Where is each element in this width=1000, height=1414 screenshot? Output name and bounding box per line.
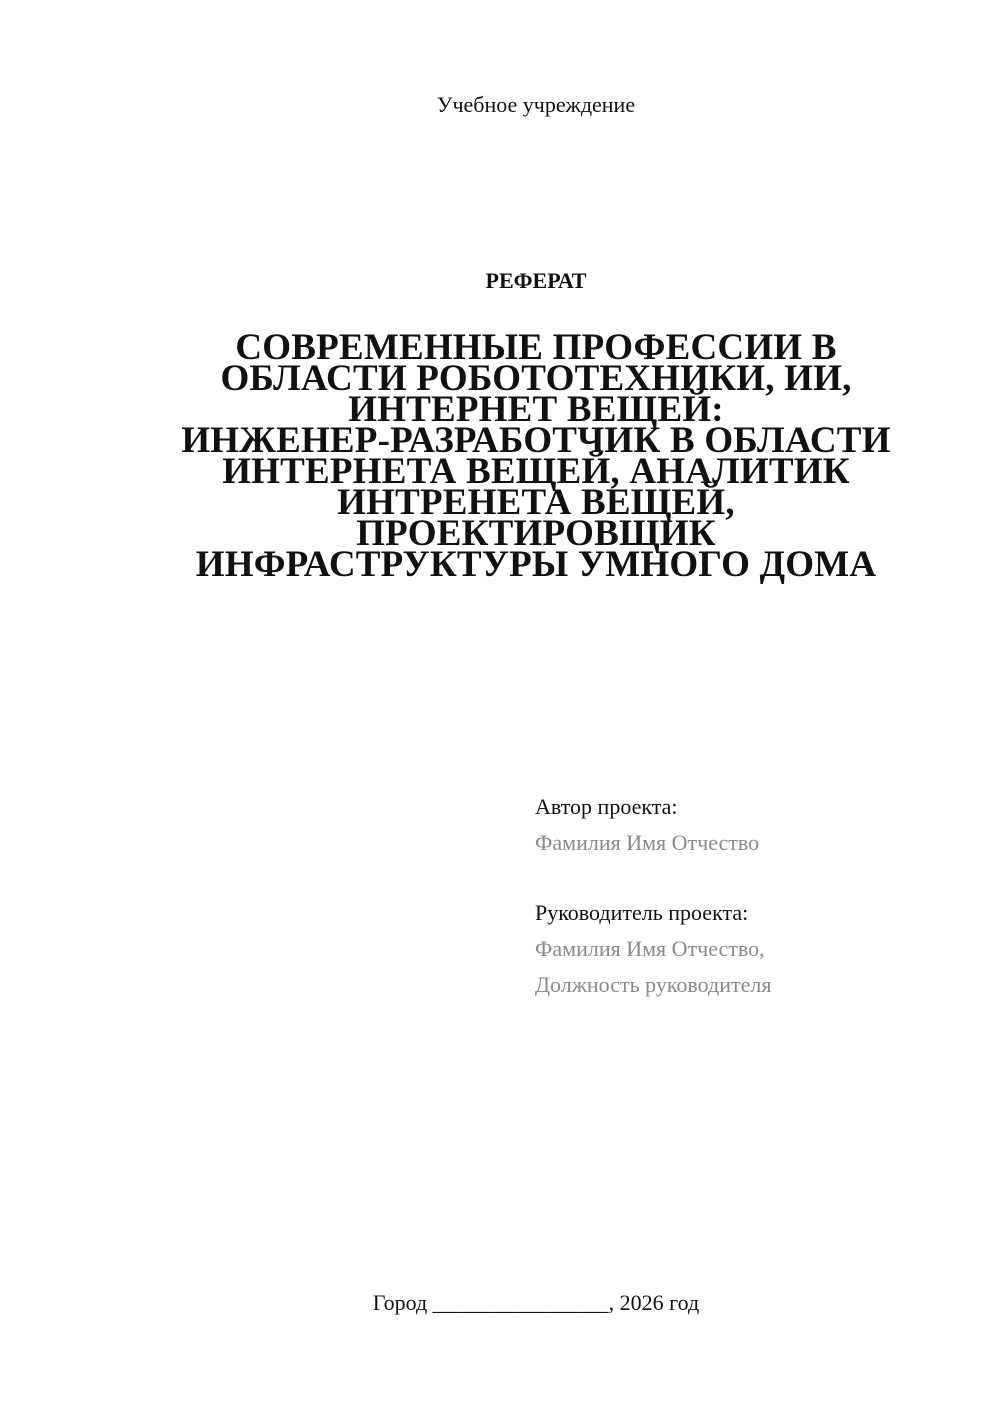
city-year-line: Город ________________, 2026 год	[372, 1290, 700, 1315]
title-line: ИНТЕРНЕТ ВЕЩЕЙ:	[348, 389, 724, 430]
institution-name: Учебное учреждение	[436, 92, 636, 117]
supervisor-label: Руководитель проекта:	[535, 900, 749, 925]
title-line: ИНТЕРНЕТА ВЕЩЕЙ, АНАЛИТИК	[222, 451, 850, 492]
title-line: ИНФРАСТРУКТУРЫ УМНОГО ДОМА	[195, 544, 877, 585]
title-line: ОБЛАСТИ РОБОТОТЕХНИКИ, ИИ,	[220, 358, 852, 399]
supervisor-name: Фамилия Имя Отчество,	[535, 936, 765, 961]
title-line: СОВРЕМЕННЫЕ ПРОФЕССИИ В	[235, 327, 837, 368]
supervisor-position: Должность руководителя	[535, 972, 772, 997]
author-label: Автор проекта:	[535, 794, 678, 819]
title-line: ПРОЕКТИРОВЩИК	[356, 513, 716, 554]
author-name: Фамилия Имя Отчество	[535, 830, 760, 855]
document-type: РЕФЕРАТ	[485, 268, 587, 293]
title-line: ИНТРЕНЕТА ВЕЩЕЙ,	[337, 482, 735, 523]
title-line: ИНЖЕНЕР-РАЗРАБОТЧИК В ОБЛАСТИ	[181, 420, 891, 461]
document-title	[130, 327, 942, 585]
credits-block	[535, 789, 975, 1003]
spacer	[535, 861, 975, 895]
